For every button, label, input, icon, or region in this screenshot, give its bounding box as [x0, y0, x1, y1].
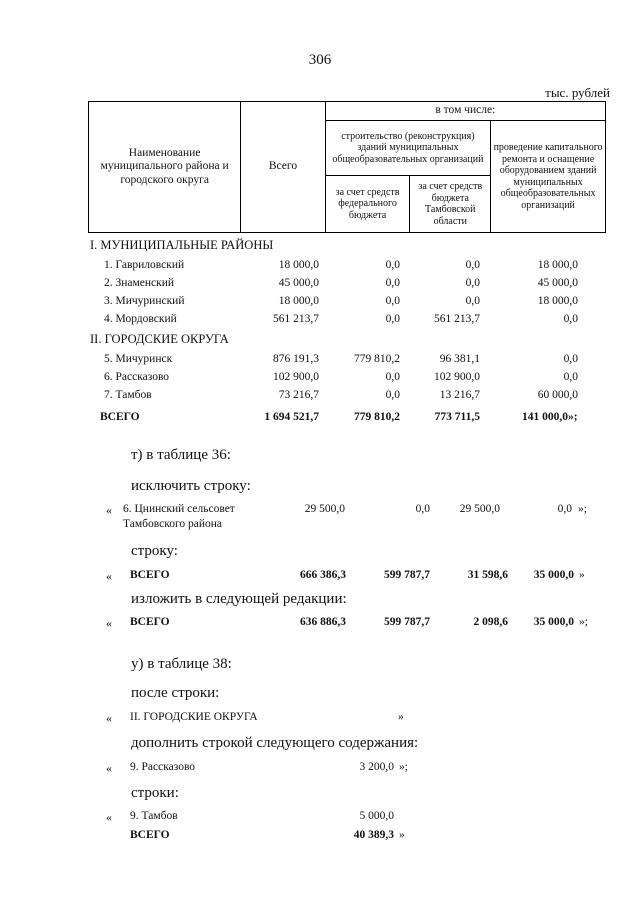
old-total-federal: 599 787,7: [384, 569, 430, 581]
row-federal: 0,0: [385, 313, 400, 325]
close-quote: »;: [399, 761, 408, 773]
open-quote: «: [106, 503, 112, 517]
total-row-regional: 773 711,5: [434, 411, 480, 423]
row-regional: 0,0: [465, 295, 480, 307]
row-name: 4. Мордовский: [104, 313, 177, 325]
rows38-value: 5 000,0: [359, 810, 394, 822]
section-city-districts: II. ГОРОДСКИЕ ОКРУГА: [90, 332, 229, 346]
row-federal: 0,0: [385, 259, 400, 271]
row-federal: 0,0: [385, 277, 400, 289]
row-name: 3. Мичуринский: [104, 295, 185, 307]
added-row-value: 3 200,0: [359, 761, 394, 773]
row-total: 561 213,7: [273, 313, 319, 325]
new-total-federal: 599 787,7: [384, 616, 430, 628]
new-total-regional: 2 098,6: [473, 616, 508, 628]
header-construction: строительство (реконструкция) зданий муниципальных общеобразовательных организаций: [325, 121, 490, 176]
row-total: 102 900,0: [273, 371, 319, 383]
open-quote: «: [106, 711, 112, 725]
close-quote: »;: [578, 503, 587, 515]
page-number: 306: [308, 52, 332, 68]
row-federal: 0,0: [385, 389, 400, 401]
row-total: 73 216,7: [278, 389, 319, 401]
close-quote: »: [399, 829, 405, 841]
total-row-total: 1 694 521,7: [264, 411, 319, 423]
open-quote: «: [106, 616, 112, 630]
old-total-total: 666 386,3: [300, 569, 346, 581]
old-total-label: ВСЕГО: [130, 569, 170, 581]
row-regional: 96 381,1: [439, 353, 480, 365]
row-repair: 0,0: [563, 353, 578, 365]
row-total: 18 000,0: [278, 295, 319, 307]
open-quote: «: [106, 569, 112, 583]
total-row-repair: 141 000,0»;: [522, 411, 578, 423]
restate-instruction: изложить в следующей редакции:: [131, 591, 347, 607]
new-total-total: 636 886,3: [300, 616, 346, 628]
excluded-row-name: 6. Цнинский сельсовет: [123, 503, 235, 515]
close-quote: »: [398, 711, 404, 723]
rows38-name: 9. Тамбов: [130, 810, 178, 822]
row-federal: 0,0: [385, 295, 400, 307]
heading-table-38: у) в таблице 38:: [131, 656, 232, 672]
row-repair: 0,0: [563, 371, 578, 383]
row-regional: 561 213,7: [434, 313, 480, 325]
row-name: 1. Гавриловский: [104, 259, 185, 271]
rows-instruction: строки:: [131, 785, 179, 801]
table-header: [88, 101, 606, 233]
after-instruction: после строки:: [131, 685, 220, 701]
row-name: 6. Рассказово: [104, 371, 170, 383]
header-total: Всего: [241, 102, 325, 233]
new-total-label: ВСЕГО: [130, 616, 170, 628]
row-repair: 18 000,0: [537, 259, 578, 271]
after-row-name: II. ГОРОДСКИЕ ОКРУГА: [130, 711, 258, 723]
rows38-total-label: ВСЕГО: [130, 829, 170, 841]
close-quote: »;: [579, 616, 588, 628]
row-total: 45 000,0: [278, 277, 319, 289]
row-name: 5. Мичуринск: [104, 353, 173, 365]
heading-table-36: т) в таблице 36:: [131, 447, 231, 463]
excluded-row-name-2: Тамбовского района: [123, 518, 223, 530]
excluded-row-federal: 0,0: [415, 503, 430, 515]
row-regional: 102 900,0: [434, 371, 480, 383]
old-total-repair: 35 000,0: [533, 569, 574, 581]
header-repair: проведение капитального ремонта и оснащение оборудованием зданий муниципальных общеобразовательных организаций: [491, 121, 606, 233]
row-name: 7. Тамбов: [104, 389, 152, 401]
new-total-repair: 35 000,0: [533, 616, 574, 628]
row-regional: 13 216,7: [439, 389, 480, 401]
header-federal: за счет средств федерального бюджета: [325, 176, 410, 233]
row-total: 18 000,0: [278, 259, 319, 271]
header-regional: за счет средств бюджета Тамбовской области: [410, 176, 491, 233]
rows38-total-value: 40 389,3: [353, 829, 394, 841]
header-name: Наименование муниципального района и городского округа: [89, 102, 241, 233]
added-row-name: 9. Рассказово: [130, 761, 196, 773]
open-quote: «: [106, 761, 112, 775]
row-federal: 0,0: [385, 371, 400, 383]
row-federal: 779 810,2: [354, 353, 400, 365]
row-repair: 18 000,0: [537, 295, 578, 307]
close-quote: »: [579, 569, 585, 581]
total-row-federal: 779 810,2: [354, 411, 400, 423]
row-regional: 0,0: [465, 277, 480, 289]
row-name: 2. Знаменский: [104, 277, 175, 289]
section-municipal-districts: I. МУНИЦИПАЛЬНЫЕ РАЙОНЫ: [90, 238, 274, 252]
open-quote: «: [106, 810, 112, 824]
row-repair: 45 000,0: [537, 277, 578, 289]
row-repair: 0,0: [563, 313, 578, 325]
excluded-row-repair: 0,0: [557, 503, 572, 515]
row-instruction: строку:: [131, 543, 178, 559]
header-in-that: в том числе:: [325, 102, 605, 121]
excluded-row-total: 29 500,0: [304, 503, 345, 515]
units-label: тыс. рублей: [545, 85, 610, 100]
old-total-regional: 31 598,6: [467, 569, 508, 581]
excluded-row-regional: 29 500,0: [459, 503, 500, 515]
row-repair: 60 000,0: [537, 389, 578, 401]
row-total: 876 191,3: [273, 353, 319, 365]
exclude-instruction: исключить строку:: [131, 478, 251, 494]
add-instruction: дополнить строкой следующего содержания:: [131, 735, 419, 751]
total-row-label: ВСЕГО: [100, 411, 140, 423]
row-regional: 0,0: [465, 259, 480, 271]
